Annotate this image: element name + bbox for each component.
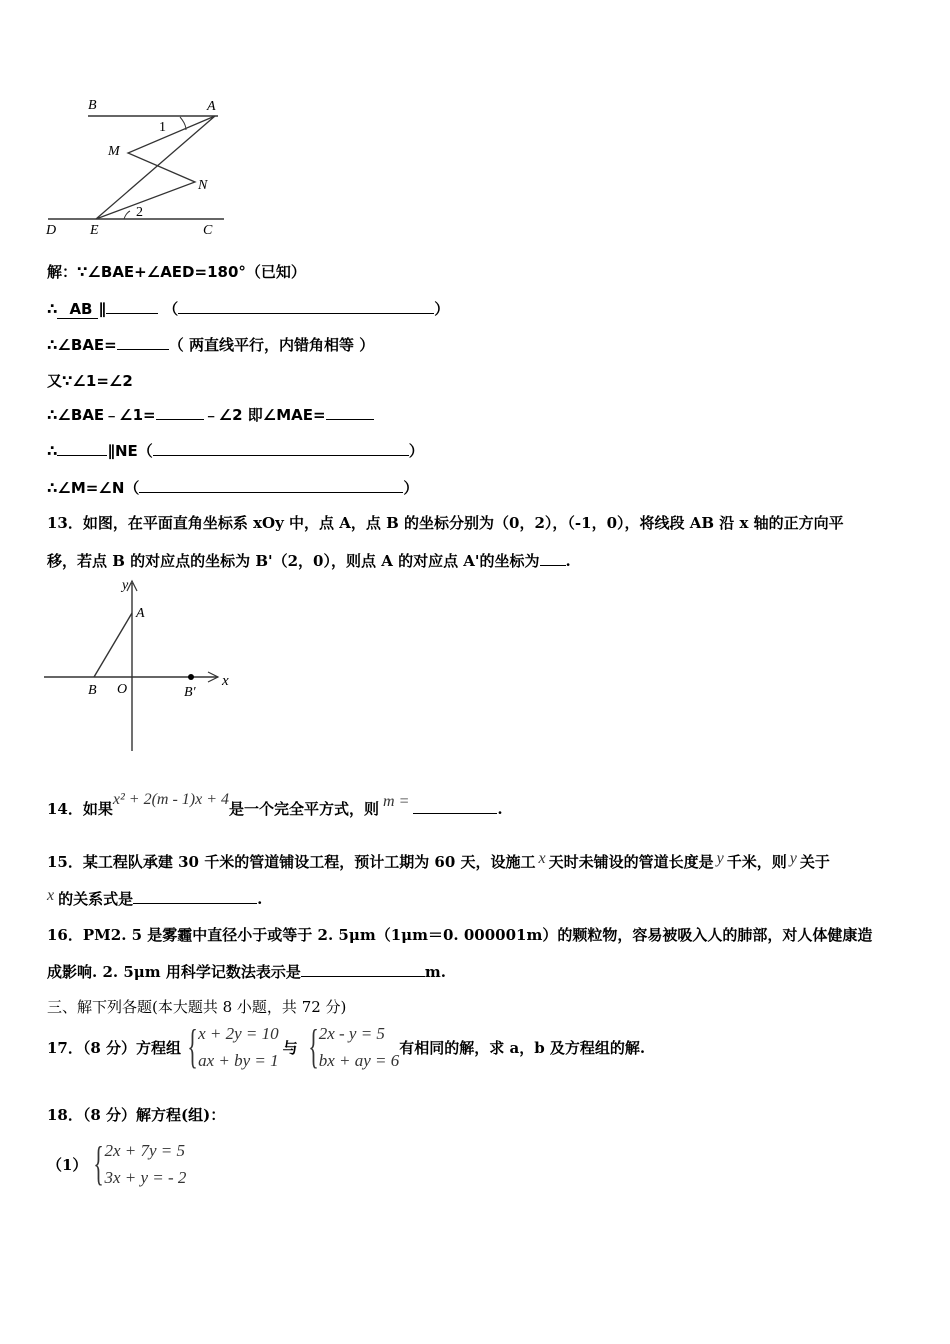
q14 [47, 791, 503, 819]
figure-parallel-lines [40, 92, 240, 242]
ab-text: AB [69, 300, 93, 318]
proof-line-3 [47, 334, 374, 355]
underlined-ab [57, 300, 98, 319]
equation: 3x + y = - 2 [104, 1168, 187, 1187]
q15-text-2: 天时未铺设的管道长度是 [548, 853, 714, 871]
proof-line-7 [47, 477, 418, 498]
blank[interactable] [57, 441, 107, 456]
answer-blank[interactable] [413, 799, 497, 814]
proof-text: ∴∠M=∠N（ [47, 479, 140, 497]
label-C: C [203, 223, 213, 238]
q15-text-3: 千米，则 [726, 853, 787, 871]
q17 [47, 1017, 645, 1077]
q16-end: m. [424, 963, 446, 981]
equation: x + 2y = 10 [198, 1024, 279, 1043]
blank[interactable] [117, 335, 169, 350]
q17-text: 17．（8 分）方程组 [47, 1038, 182, 1057]
proof-line-5 [47, 404, 374, 425]
label-B: B [88, 683, 97, 698]
proof-reason: （ 两直线平行，内错角相等 ） [168, 336, 375, 354]
q16-line-2 [47, 961, 446, 982]
label-A: A [207, 99, 216, 114]
blank-reason[interactable] [139, 478, 403, 493]
q15-text-5: 的关系式是 [58, 890, 134, 908]
q17-and: 与 [282, 1038, 298, 1057]
label-B: B [88, 98, 97, 113]
proof-text: ∴∠BAE﹣∠1= [47, 406, 156, 424]
label-y: y [122, 578, 129, 593]
proof-line-2 [47, 298, 449, 319]
q15-end: . [257, 890, 263, 908]
blank-reason[interactable] [153, 441, 409, 456]
label-1: 1 [159, 120, 166, 135]
label-N: N [198, 178, 208, 193]
q13-text: 移，若点 B 的对应点的坐标为 B'（2，0），则点 A 的对应点 A'的坐标为 [47, 552, 540, 570]
q15-line-1 [47, 851, 830, 872]
blank[interactable] [156, 405, 204, 420]
blank-reason[interactable] [178, 299, 434, 314]
q15-line-2 [47, 888, 262, 909]
answer-blank[interactable] [540, 551, 566, 566]
var-y: y [716, 850, 724, 867]
therefore-symbol: ∴ [47, 442, 58, 460]
var-x: x [538, 850, 546, 867]
q14-m: m = [383, 793, 410, 810]
label-A: A [136, 606, 145, 621]
equation-system-1: { x + 2y = 10 ax + by = 1 [187, 1020, 279, 1073]
parallel-symbol: ∥ [98, 300, 106, 318]
equation-system-2: { 2x - y = 5 bx + ay = 6 [307, 1020, 400, 1073]
label-M: M [108, 144, 120, 159]
proof-line-4: 又∵∠1=∠2 [47, 372, 133, 390]
var-y: y [789, 850, 797, 867]
equation-system: { 2x + 7y = 5 3x + y = - 2 [93, 1137, 187, 1190]
equation: bx + ay = 6 [318, 1051, 400, 1070]
q16-text: 成影响. 2. 5μm 用科学记数法表示是 [47, 963, 301, 981]
part-label: （1） [47, 1155, 88, 1174]
q16-line-1: 16．PM2. 5 是雾霾中直径小于或等于 2. 5μm（1μm＝0. 000001m）的颗粒物，容易被吸入人的肺部，对人体健康造 [47, 926, 873, 944]
label-O: O [117, 682, 128, 697]
paren-open: （ [163, 300, 179, 318]
label-x: x [222, 673, 229, 689]
q14-expression: x² + 2(m - 1)x + 4 [112, 791, 230, 808]
q14-text: 14．如果 [47, 800, 113, 818]
q14-end: . [497, 800, 503, 818]
q17-text-2: 有相同的解，求 a，b 及方程组的解. [399, 1038, 646, 1057]
paren-close: ） [434, 300, 450, 318]
var-x: x [47, 887, 55, 904]
figure-coordinate-plane [40, 575, 240, 755]
equation: 2x - y = 5 [318, 1024, 385, 1043]
equation: ax + by = 1 [198, 1051, 279, 1070]
proof-text: ∥NE（ [107, 442, 153, 460]
q14-text-2: 是一个完全平方式，则 [229, 800, 380, 818]
section-heading: 三、解下列各题(本大题共 8 小题，共 72 分) [47, 998, 347, 1016]
answer-blank[interactable] [133, 889, 257, 904]
q18-title: 18．（8 分）解方程(组)： [47, 1106, 226, 1124]
label-D: D [46, 223, 57, 238]
label-E: E [90, 223, 99, 238]
proof-line-1: 解：∵∠BAE+∠AED=180°（已知） [47, 263, 306, 281]
q13-line-2 [47, 550, 571, 571]
equation: 2x + 7y = 5 [104, 1141, 186, 1160]
label-2: 2 [136, 205, 143, 220]
q13-line-1: 13．如图，在平面直角坐标系 xOy 中，点 A，点 B 的坐标分别为（0，2），（-1，0），将线段 AB 沿 x 轴的正方向平 [47, 514, 844, 532]
q15-text-4: 关于 [799, 853, 830, 871]
label-B-prime: B′ [184, 685, 196, 700]
therefore-symbol: ∴ [47, 300, 58, 318]
blank[interactable] [326, 405, 374, 420]
proof-line-6 [47, 440, 424, 461]
proof-text: ∴∠BAE= [47, 336, 117, 354]
answer-blank[interactable] [301, 962, 425, 977]
q13-end: . [565, 552, 571, 570]
paren-close: ） [408, 442, 424, 460]
q15-text: 15．某工程队承建 30 千米的管道铺设工程，预计工期为 60 天，设施工 [47, 853, 536, 871]
paren-close: ） [403, 479, 419, 497]
q18-part-1 [47, 1134, 186, 1194]
blank[interactable] [106, 299, 158, 314]
proof-text-2: ﹣∠2 即∠MAE= [203, 406, 326, 424]
